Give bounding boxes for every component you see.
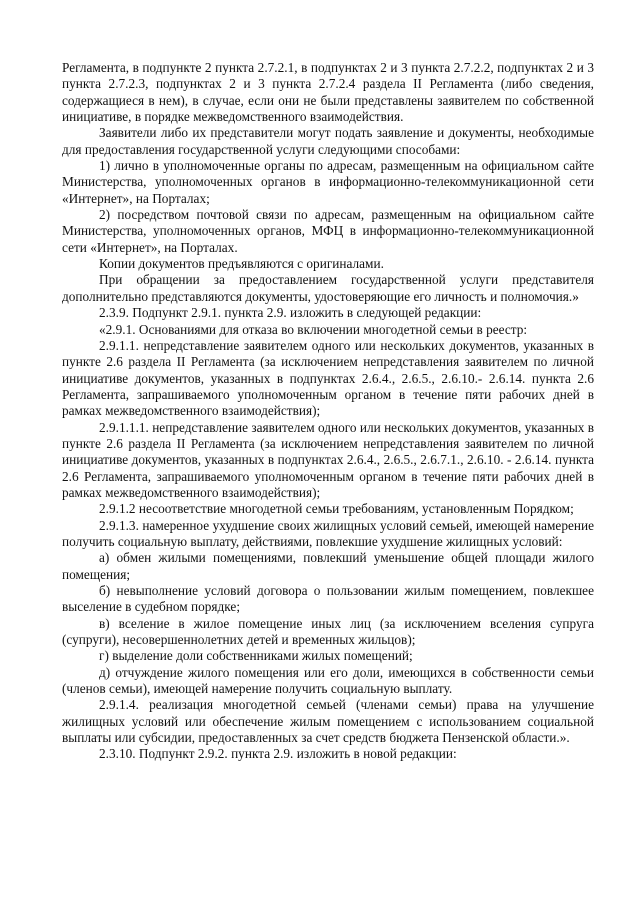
- paragraph-2-9-1-3: 2.9.1.3. намеренное ухудшение своих жилищных условий семьей, имеющей намерение получить социальную выплату, действиями, повлекшие ухудшение жилищных условий:: [62, 517, 594, 549]
- paragraph-method-2: 2) посредством почтовой связи по адресам, размещенным на официальном сайте Министерства, уполномоченных органов, МФЦ в информационно-телекоммуникационной сети «Интернет», на Порталах.: [62, 207, 594, 255]
- paragraph-item-a: а) обмен жилыми помещениями, повлекший уменьшение общей площади жилого помещения;: [62, 550, 594, 582]
- paragraph-2-9-1: «2.9.1. Основаниями для отказа во включении многодетной семьи в реестр:: [99, 321, 528, 337]
- paragraph-method-1: 1) лично в уполномоченные органы по адресам, размещенным на официальном сайте Министерства, уполномоченных органов в информационно-телекоммуникационной сети «Интернет», на Порталах;: [62, 158, 594, 206]
- paragraph-representative: При обращении за предоставлением государственной услуги представителя дополнительно представляются документы, удостоверяющие его личность и полномочия.»: [62, 272, 594, 304]
- paragraph-item-g: г) выделение доли собственниками жилых помещений;: [99, 648, 413, 664]
- paragraph-item-b: б) невыполнение условий договора о пользовании жилым помещением, повлекшее выселение в судебном порядке;: [62, 583, 594, 615]
- paragraph-2-9-1-1-1: 2.9.1.1.1. непредставление заявителем одного или нескольких документов, указанных в пункте 2.6 раздела II Регламента (за исключением непредставления заявителем по личной инициативе документов, указанных в подпунктах 2.6.4., 2.6.5., 2.6.7.1., 2.6.10. - 2.6.14. пункта 2.6 Регламента, запрашиваемого уполномоченным органом в течение пяти рабочих дней в рамках межведомственного взаимодействия);: [62, 419, 595, 500]
- document-page: [62, 60, 594, 763]
- paragraph-2-9-1-4: 2.9.1.4. реализация многодетной семьей (членами семьи) права на улучшение жилищных условий или обеспечение жилым помещением с использованием социальной выплаты или субсидии, предоставленных за счет средств бюджета Пензенской области.».: [62, 697, 594, 746]
- paragraph-2-9-1-2: 2.9.1.2 несоответствие многодетной семьи требованиям, установленным Порядком;: [99, 501, 574, 517]
- paragraph-2-9-1-1: 2.9.1.1. непредставление заявителем одного или нескольких документов, указанных в пункте 2.6 раздела II Регламента (за исключением непредставления заявителем по личной инициативе документов, указанных в подпунктах 2.6.4., 2.6.5., 2.6.10.- 2.6.14. пункта 2.6 Регламента, запрашиваемого уполномоченным органом в течение пяти рабочих дней в рамках межведомственного взаимодействия);: [62, 337, 594, 419]
- paragraph-item-v: в) вселение в жилое помещение иных лиц (за исключением вселения супруга (супруги), несовершеннолетних детей и временных жильцов);: [62, 615, 594, 648]
- paragraph-item-d: д) отчуждение жилого помещения или его доли, имеющихся в собственности семьи (членов семьи), имеющей намерение получить социальную выплату.: [62, 664, 594, 697]
- paragraph-regulation-continuation: Регламента, в подпункте 2 пункта 2.7.2.1, в подпунктах 2 и 3 пункта 2.7.2.2, подпунктах 2 и 3 пункта 2.7.2.3, подпунктах 2 и 3 пункта 2.7.2.4 раздела II Регламента (либо сведения, содержащиеся в нем), в случае, если они не были представлены заявителем по собственной инициативе, в порядке межведомственного взаимодействия.: [62, 60, 594, 125]
- paragraph-submission-methods: Заявители либо их представители могут подать заявление и документы, необходимые для предоставления государственной услуги следующими способами:: [62, 125, 594, 157]
- paragraph-2-3-9: 2.3.9. Подпункт 2.9.1. пункта 2.9. изложить в следующей редакции:: [99, 305, 482, 321]
- paragraph-copies: Копии документов предъявляются с оригиналами.: [99, 256, 384, 272]
- paragraph-2-3-10: 2.3.10. Подпункт 2.9.2. пункта 2.9. изложить в новой редакции:: [99, 746, 457, 762]
